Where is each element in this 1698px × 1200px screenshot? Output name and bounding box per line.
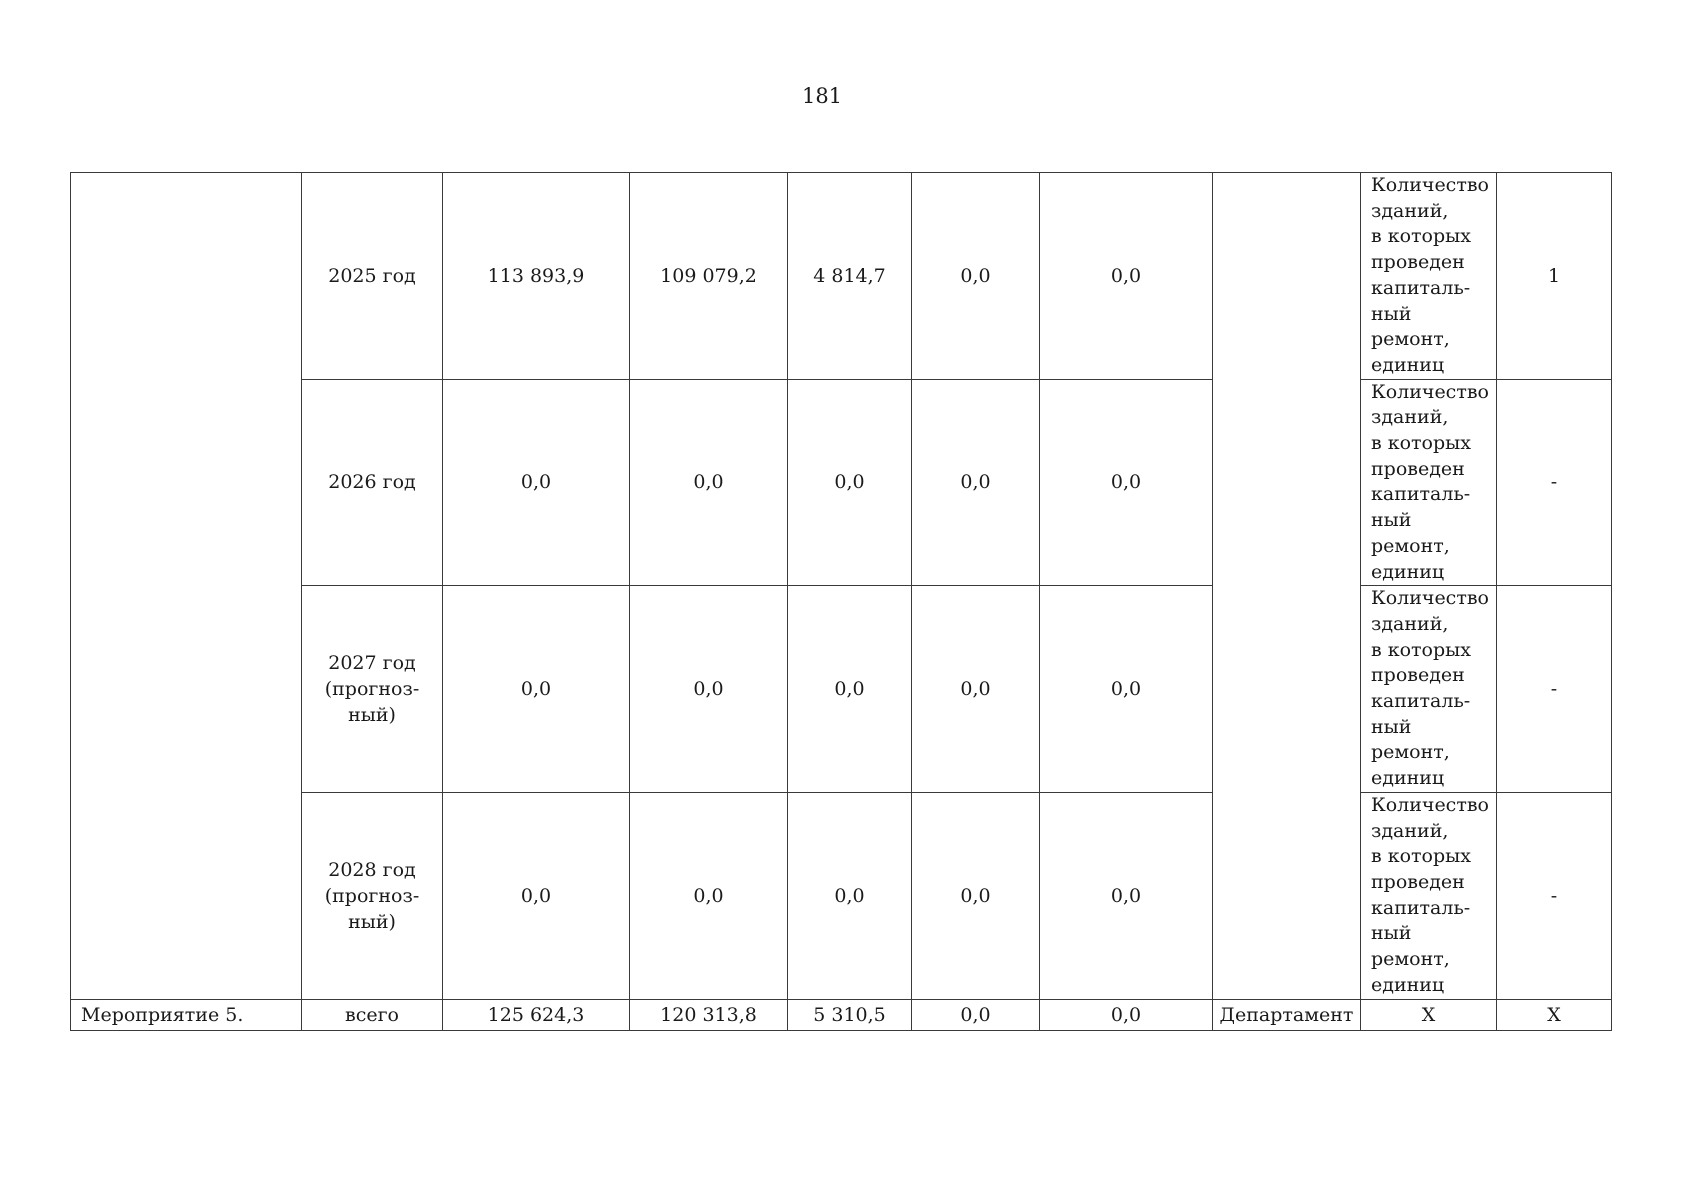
indicator-cell: Количество зданий, в которых проведен капиталь- ный ремонт, единиц (1361, 379, 1497, 586)
table-row (71, 792, 1612, 999)
table-row (71, 379, 1612, 586)
year-cell: 2026 год (302, 379, 443, 586)
federal-budget-cell: 0,0 (630, 792, 788, 999)
indicator-cell: Х (1361, 999, 1497, 1030)
local-budget-cell: 0,0 (912, 792, 1040, 999)
regional-budget-cell: 5 310,5 (788, 999, 912, 1030)
event-name-cell (71, 173, 302, 1000)
regional-budget-cell: 0,0 (788, 586, 912, 793)
local-budget-cell: 0,0 (912, 586, 1040, 793)
total-funding-cell: 0,0 (443, 586, 630, 793)
indicator-cell: Количество зданий, в которых проведен капиталь- ный ремонт, единиц (1361, 586, 1497, 793)
total-funding-cell: 125 624,3 (443, 999, 630, 1030)
table-row (71, 173, 1612, 380)
local-budget-cell: 0,0 (912, 173, 1040, 380)
regional-budget-cell: 0,0 (788, 792, 912, 999)
page-number: 181 (801, 84, 843, 108)
local-budget-cell: 0,0 (912, 379, 1040, 586)
event-label: Мероприятие 5. (71, 999, 302, 1030)
year-cell: 2028 год (прогноз- ный) (302, 792, 443, 999)
federal-budget-cell: 120 313,8 (630, 999, 788, 1030)
indicator-cell: Количество зданий, в которых проведен капиталь- ный ремонт, единиц (1361, 792, 1497, 999)
total-funding-cell: 113 893,9 (443, 173, 630, 380)
indicator-value-cell: - (1497, 792, 1612, 999)
regional-budget-cell: 4 814,7 (788, 173, 912, 380)
total-funding-cell: 0,0 (443, 792, 630, 999)
other-sources-cell: 0,0 (1040, 792, 1213, 999)
federal-budget-cell: 109 079,2 (630, 173, 788, 380)
other-sources-cell: 0,0 (1040, 379, 1213, 586)
budget-table (70, 172, 1612, 1031)
federal-budget-cell: 0,0 (630, 379, 788, 586)
indicator-value-cell: - (1497, 379, 1612, 586)
other-sources-cell: 0,0 (1040, 173, 1213, 380)
table-row (71, 586, 1612, 793)
other-sources-cell: 0,0 (1040, 586, 1213, 793)
executor-cell: Департамент (1213, 999, 1361, 1030)
local-budget-cell: 0,0 (912, 999, 1040, 1030)
indicator-cell: Количество зданий, в которых проведен капиталь- ный ремонт, единиц (1361, 173, 1497, 380)
indicator-value-cell: 1 (1497, 173, 1612, 380)
indicator-value-cell: Х (1497, 999, 1612, 1030)
regional-budget-cell: 0,0 (788, 379, 912, 586)
other-sources-cell: 0,0 (1040, 999, 1213, 1030)
executor-cell (1213, 173, 1361, 1000)
table-row-total (71, 999, 1612, 1030)
year-cell: 2025 год (302, 173, 443, 380)
indicator-value-cell: - (1497, 586, 1612, 793)
total-funding-cell: 0,0 (443, 379, 630, 586)
year-cell: всего (302, 999, 443, 1030)
year-cell: 2027 год (прогноз- ный) (302, 586, 443, 793)
federal-budget-cell: 0,0 (630, 586, 788, 793)
